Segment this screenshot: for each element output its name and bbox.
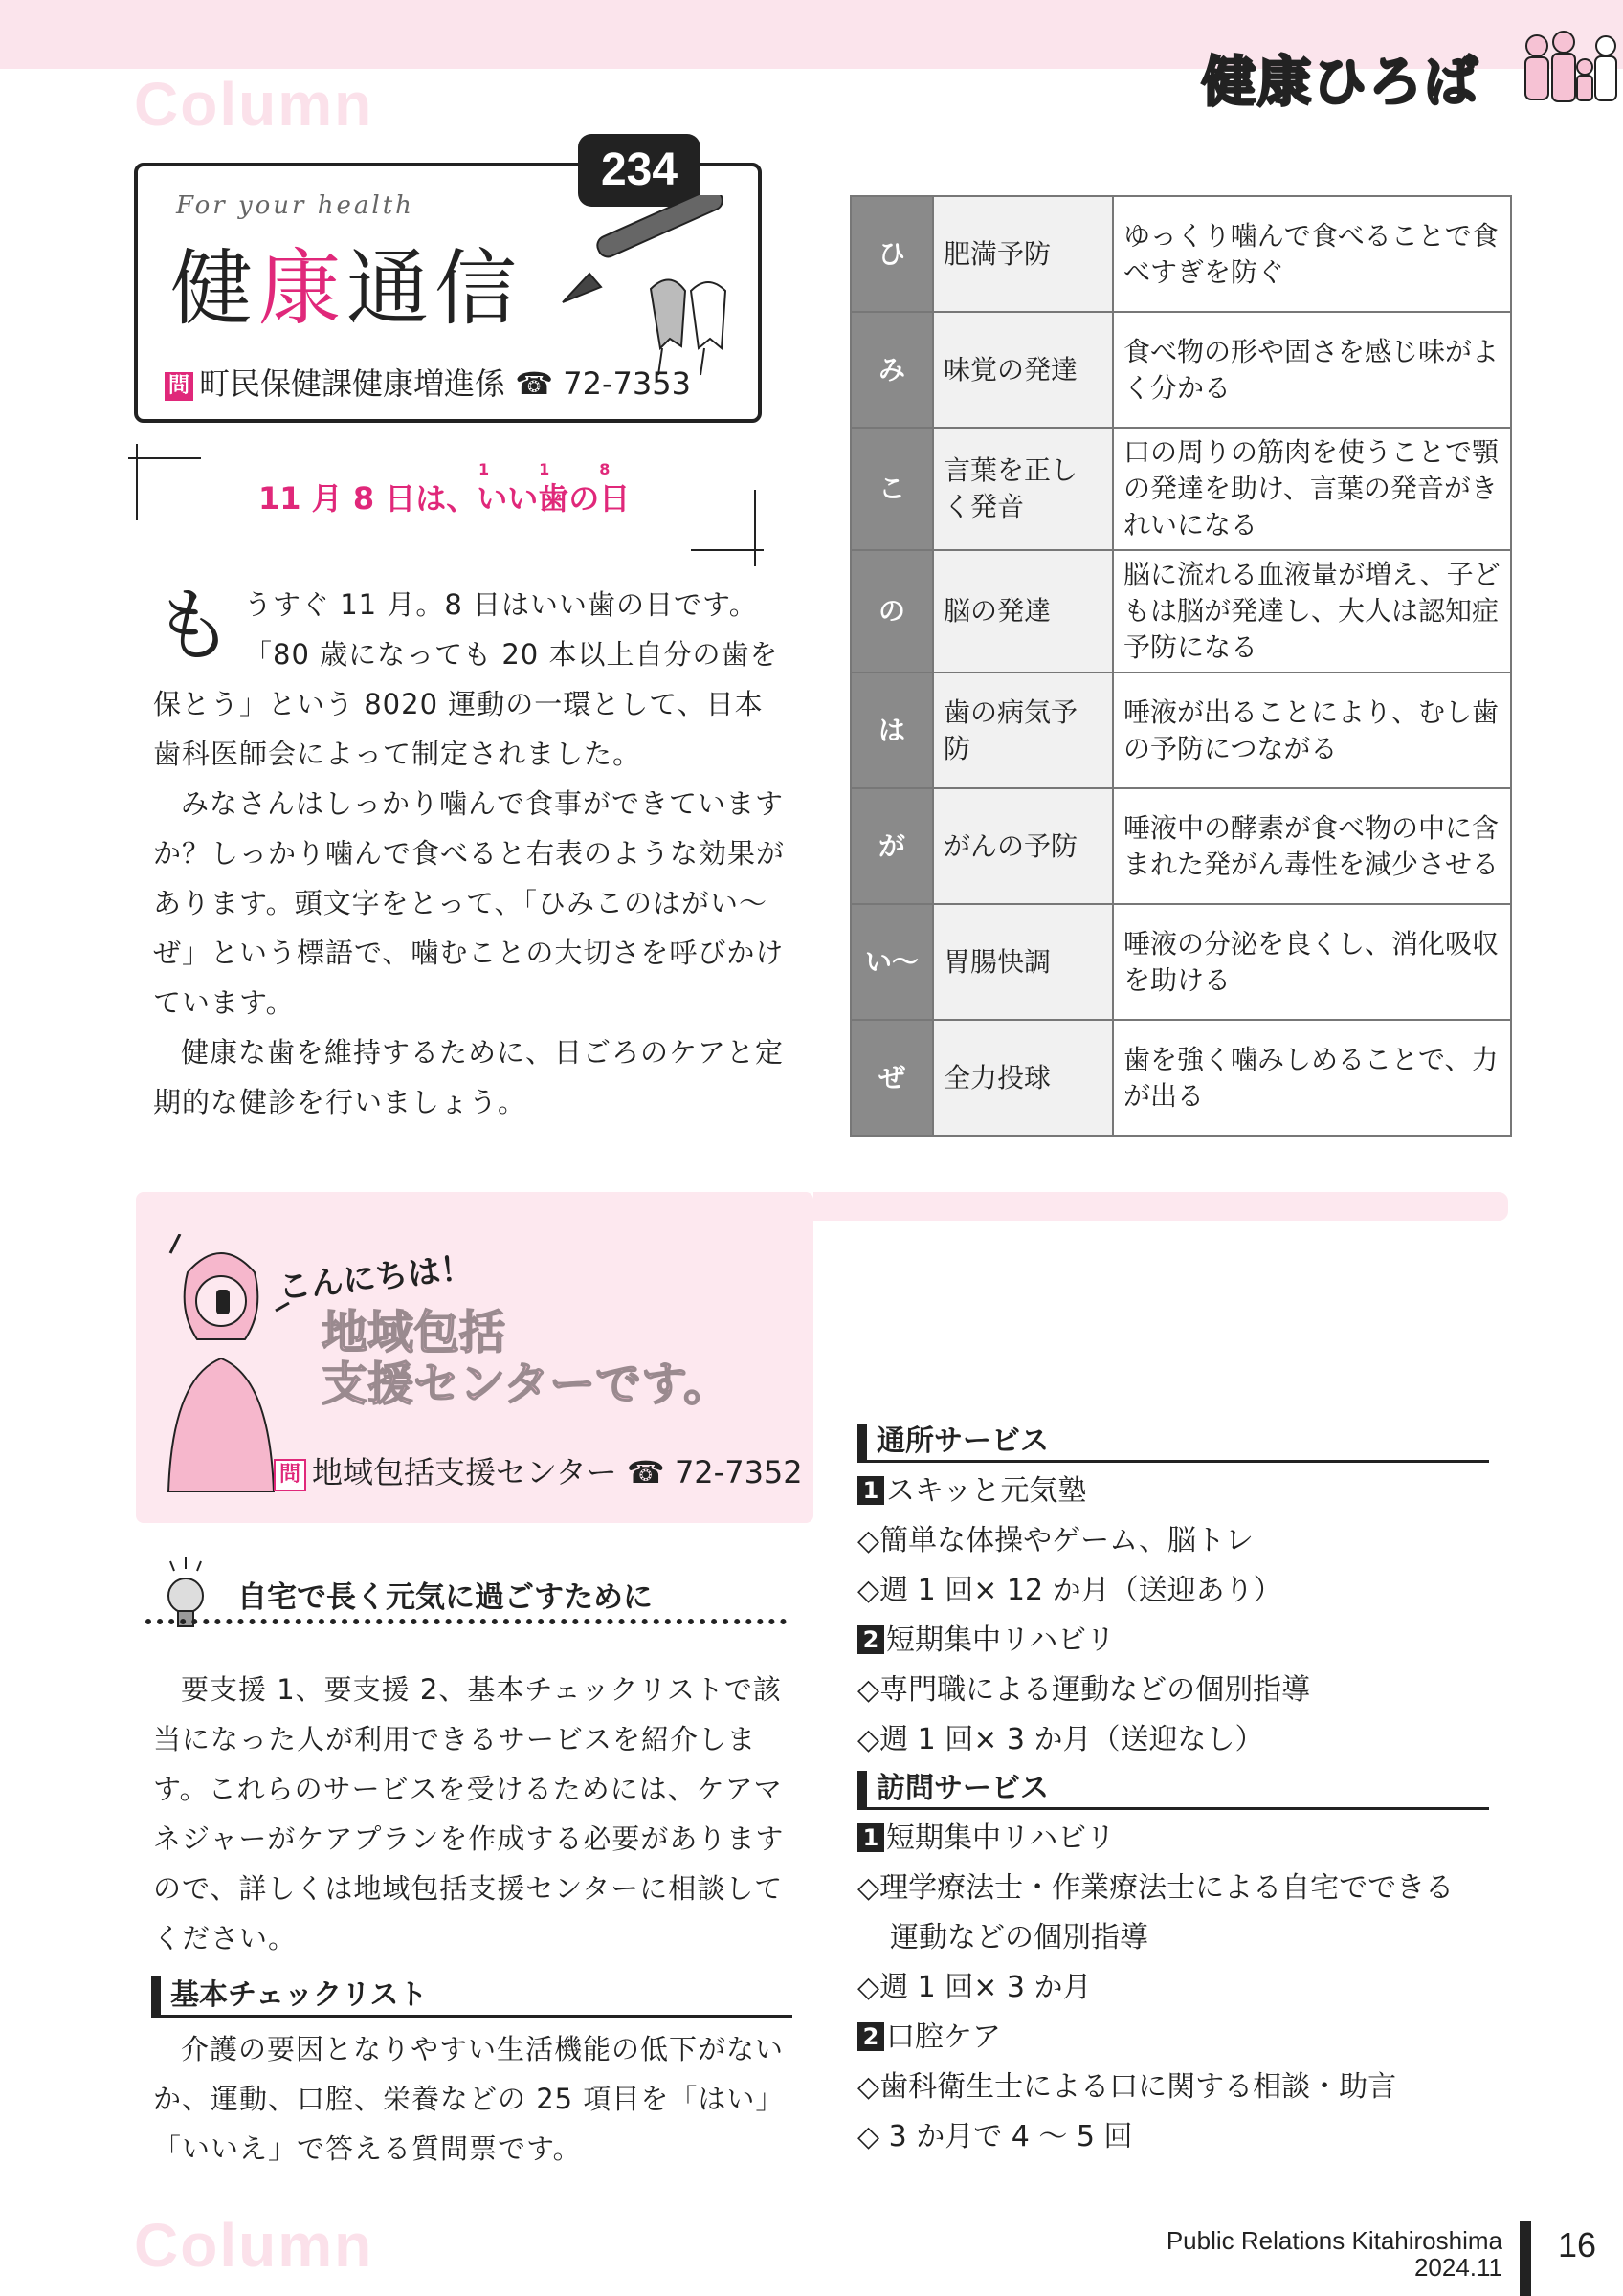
service-detail-line: 運動などの個別指導 [890, 1921, 1148, 1954]
column-title-part3: 通信 [346, 241, 522, 337]
service-name: 短期集中リハビリ [886, 1623, 1116, 1657]
service-name: スキッと元気塾 [886, 1474, 1087, 1508]
table-cell-title: 肥満予防 [933, 196, 1113, 312]
table-cell-desc: 脳に流れる血液量が増え、子どもは脳が発達し、大人は認知症予防になる [1113, 550, 1511, 673]
table-row [851, 1020, 1511, 1136]
article-body [153, 580, 785, 1127]
day-service-list [857, 1467, 1489, 1765]
lightbulb-icon [157, 1557, 214, 1638]
footer-date: 2024.11 [1413, 2253, 1502, 2282]
table-row [851, 312, 1511, 428]
column-contact-dept: 町民保健課健康増進係 [199, 365, 506, 402]
dotted-divider [145, 1619, 787, 1624]
crop-mark [136, 444, 138, 520]
column-watermark: Column [134, 70, 374, 139]
service-item [857, 1467, 1489, 1516]
table-cell-desc: 唾液の分泌を良くし、消化吸収を助ける [1113, 904, 1511, 1020]
home-intro: 要支援 1、要支援 2、基本チェックリストで該当になった人が利用できるサービスを紹介します。これらのサービスを受けるためには、ケアマネジャーがケアプランを作成する必要がありますので、詳しくは地域包括支援センターに相談してください。 [153, 1673, 785, 1954]
column-contact-phone: ☎ 72-7353 [515, 365, 691, 402]
crop-mark [754, 490, 756, 566]
table-row [851, 428, 1511, 550]
footer-publication-name: Public Relations Kitahiroshima [1166, 2226, 1502, 2255]
column-title-part1: 健 [170, 241, 258, 337]
table-cell-desc: 歯を強く噛みしめることで、力が出る [1113, 1020, 1511, 1136]
center-greeting: こんにちは！ [276, 1248, 475, 1308]
table-cell-key: い〜 [851, 904, 933, 1020]
service-number-icon: 1 [857, 1823, 884, 1852]
article-paragraph-3: 健康な歯を維持するために、日ごろのケアと定期的な健診を行いましょう。 [153, 1036, 785, 1118]
table-cell-desc: 食べ物の形や固さを感じ味がよく分かる [1113, 312, 1511, 428]
footer-bar [1520, 2221, 1531, 2296]
table-cell-title: 言葉を正しく発音 [933, 428, 1113, 550]
table-cell-key: は [851, 673, 933, 788]
column-title [170, 222, 522, 341]
table-cell-desc: ゆっくり噛んで食べることで食べすぎを防ぐ [1113, 196, 1511, 312]
center-contact-name: 地域包括支援センター [312, 1454, 617, 1490]
visit-service-heading: 訪問サービス [857, 1771, 1489, 1810]
table-cell-title: がんの予防 [933, 788, 1113, 904]
section-title: 健康ひろば [1202, 52, 1479, 114]
inquiry-tag-icon: 問 [274, 1459, 306, 1491]
article-paragraph-1: うすぐ 11 月。8 日はいい歯の日です。「80 歳になっても 20 本以上自分の歯を保とう」という 8020 運動の一環として、日本歯科医師会によって制定されました。 [153, 588, 779, 770]
column-subtitle: For your health [176, 191, 414, 220]
table-cell-title: 歯の病気予防 [933, 673, 1113, 788]
table-row [851, 673, 1511, 788]
column-number-badge: 234 [578, 134, 700, 207]
table-cell-title: 味覚の発達 [933, 312, 1113, 428]
home-section-title: 自宅で長く元気に過ごすために [237, 1580, 653, 1615]
service-detail-line: ◇週 1 回× 3 か月（送迎なし） [857, 1723, 1264, 1756]
center-name-line1: 地域包括 [322, 1306, 506, 1359]
table-cell-key: の [851, 550, 933, 673]
checklist-heading: 基本チェックリスト [151, 1976, 792, 2018]
column-title-part2: 康 [258, 241, 346, 337]
service-name: 短期集中リハビリ [886, 1821, 1116, 1855]
center-panel-strip [813, 1192, 1508, 1221]
article-paragraph-2: みなさんはしっかり噛んで食事ができていますか？しっかり噛んで食べると右表のような効果があります。頭文字をとって、「ひみこのはがい〜ぜ」という標語で、噛むことの大切さを呼びかけています。 [153, 787, 786, 1019]
column-contact [165, 360, 691, 404]
headline-furigana: 1 1 8 [478, 460, 628, 478]
service-detail-line: ◇理学療法士・作業療法士による自宅でできる [857, 1871, 1455, 1905]
visit-service-list [857, 1814, 1489, 2162]
table-cell-title: 胃腸快調 [933, 904, 1113, 1020]
table-row [851, 904, 1511, 1020]
service-name: 口腔ケア [886, 2020, 1001, 2054]
table-cell-key: こ [851, 428, 933, 550]
table-cell-key: が [851, 788, 933, 904]
service-detail-line: ◇週 1 回× 12 か月（送迎あり） [857, 1574, 1282, 1607]
services-column [857, 1424, 1489, 2162]
article-headline-text: 11 月 8 日は、いい歯の日 [258, 480, 631, 517]
woman-on-phone-icon [149, 1234, 293, 1492]
table-cell-key: ひ [851, 196, 933, 312]
table-row [851, 788, 1511, 904]
table-cell-key: み [851, 312, 933, 428]
day-service-heading: 通所サービス [857, 1424, 1489, 1463]
crop-mark [691, 549, 764, 551]
service-detail-line: ◇専門職による運動などの個別指導 [857, 1673, 1311, 1707]
article-headline [258, 460, 631, 519]
footer-publication [1167, 2227, 1502, 2281]
footer-column-watermark: Column [134, 2211, 374, 2280]
table-cell-desc: 口の周りの筋肉を使うことで顎の発達を助け、言葉の発音がきれいになる [1113, 428, 1511, 550]
crop-mark [128, 457, 201, 459]
page-number: 16 [1558, 2225, 1597, 2264]
family-illustration-icon [1518, 17, 1623, 122]
service-detail-line: ◇週 1 回× 3 か月 [857, 1971, 1092, 2004]
service-item [857, 1616, 1489, 1666]
table-cell-title: 全力投球 [933, 1020, 1113, 1136]
chewing-effects-table [850, 195, 1512, 1137]
service-item [857, 2013, 1489, 2063]
service-number-icon: 2 [857, 2022, 884, 2051]
article-dropcap: も [153, 579, 235, 673]
center-name-line2: 支援センターです。 [322, 1358, 730, 1411]
table-cell-title: 脳の発達 [933, 550, 1113, 673]
service-detail-line: ◇簡単な体操やゲーム、脳トレ [857, 1524, 1254, 1557]
center-name [322, 1307, 729, 1410]
service-detail-line: ◇ 3 か月で 4 〜 5 回 [857, 2120, 1133, 2153]
checklist-text: 介護の要因となりやすい生活機能の低下がないか、運動、口腔、栄養などの 25 項目を「はい」「いいえ」で答える質問票です。 [153, 2033, 785, 2165]
table-row [851, 550, 1511, 673]
service-number-icon: 2 [857, 1625, 884, 1654]
table-cell-key: ぜ [851, 1020, 933, 1136]
service-item [857, 1814, 1489, 1864]
center-contact [274, 1448, 803, 1492]
table-cell-desc: 唾液中の酵素が食べ物の中に含まれた発がん毒性を減少させる [1113, 788, 1511, 904]
inquiry-tag-icon: 問 [165, 372, 193, 401]
table-row [851, 196, 1511, 312]
service-number-icon: 1 [857, 1476, 884, 1505]
table-cell-desc: 唾液が出ることにより、むし歯の予防につながる [1113, 673, 1511, 788]
service-detail-line: ◇歯科衛生士による口に関する相談・助言 [857, 2070, 1397, 2104]
center-contact-phone: ☎ 72-7352 [626, 1454, 803, 1490]
